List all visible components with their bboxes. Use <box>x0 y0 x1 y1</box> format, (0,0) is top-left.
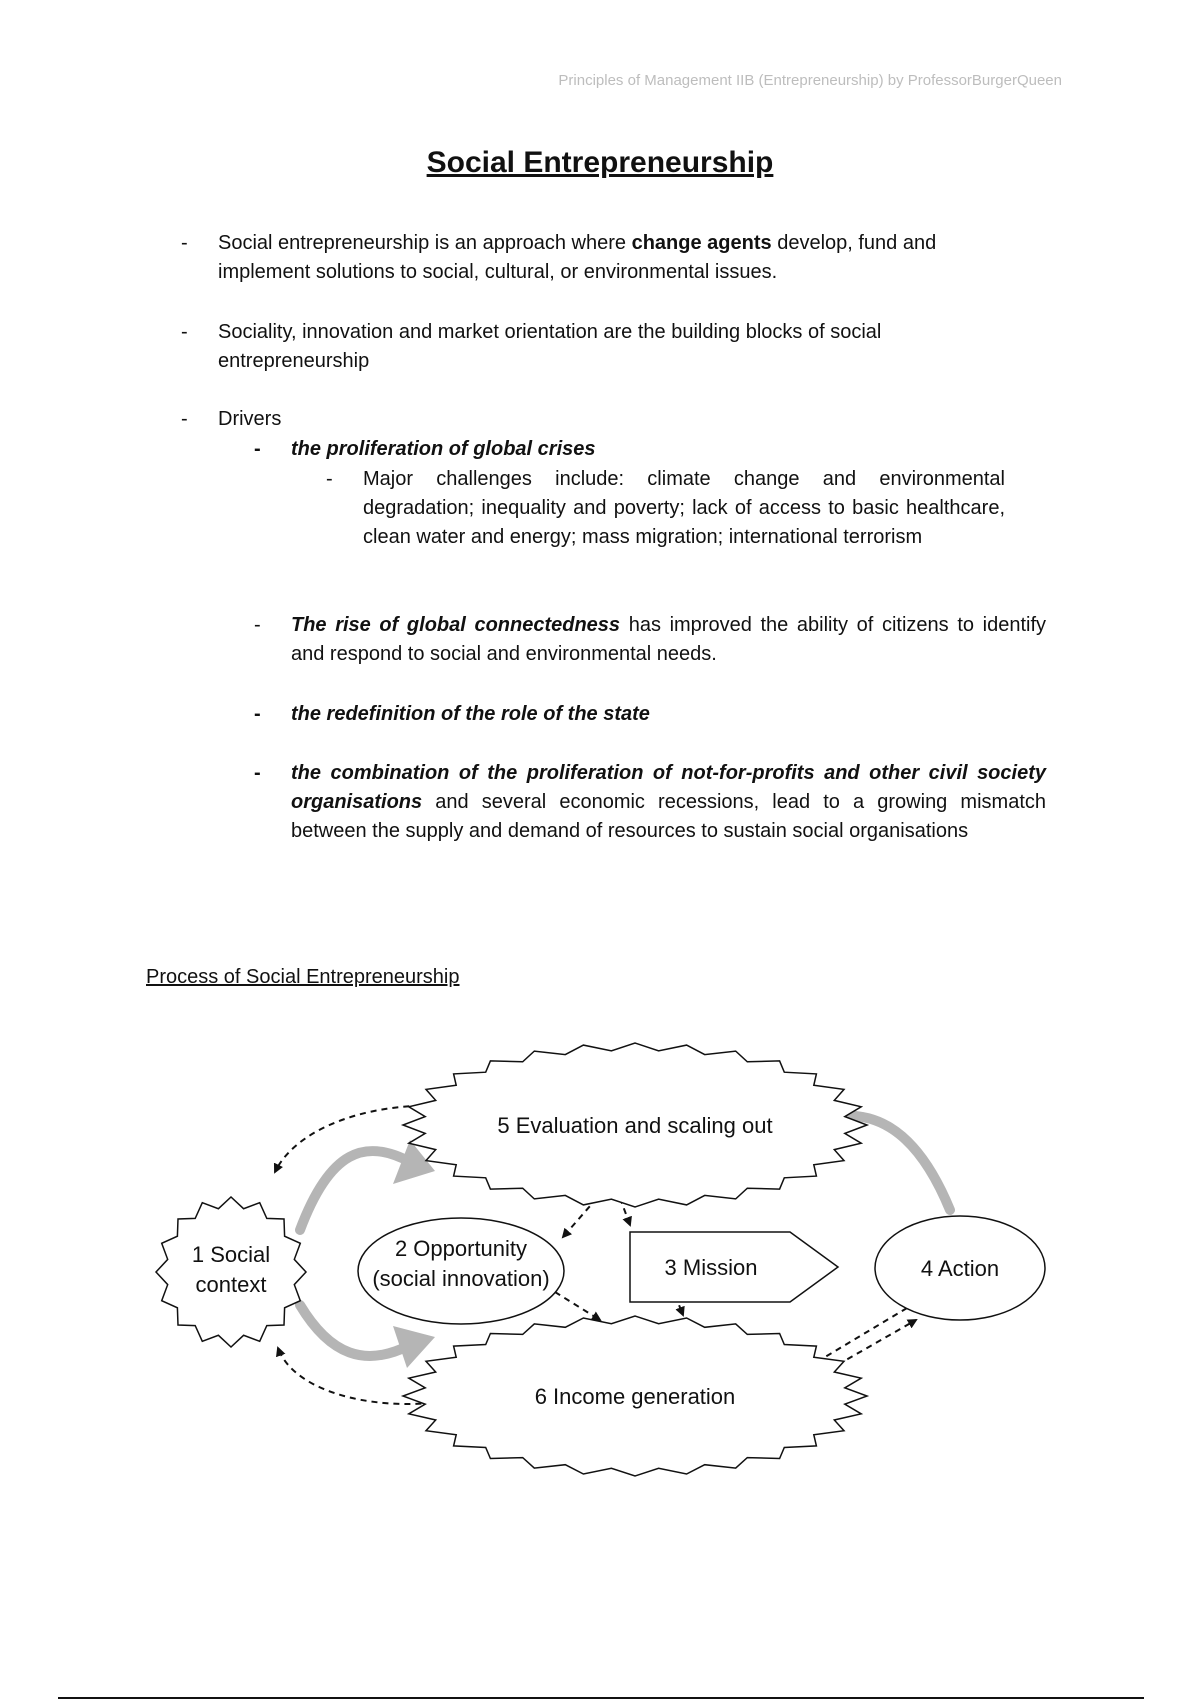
driver-global-connectedness-title: The rise of global connectedness <box>291 614 621 636</box>
driver-dash: - <box>254 614 261 636</box>
node-action-label: 4 Action <box>920 1256 1000 1281</box>
section-title-process: Process of Social Entrepreneurship <box>146 966 460 988</box>
node-social-context-label-2: context <box>195 1272 267 1297</box>
process-diagram <box>145 1030 1065 1480</box>
node-social-context-label-1: 1 Social <box>191 1242 271 1267</box>
driver-dash: - <box>254 762 261 784</box>
driver-global-crises: the proliferation of global crises <box>291 438 596 460</box>
bullet-dash: - <box>181 408 188 430</box>
sub-bullet-dash: - <box>326 468 333 490</box>
node-mission-label: 3 Mission <box>664 1255 758 1280</box>
bullet-definition-text-end: develop, fund and implement solutions to social, cultural, or environmental issues. <box>218 232 937 283</box>
bullet-building-blocks: Sociality, innovation and market orientation are the building blocks of social entrepreneurship <box>218 321 882 372</box>
drivers-label: Drivers <box>218 408 282 430</box>
arrow-context-to-opportunity-lower <box>300 1305 410 1356</box>
bullet-dash: - <box>181 321 188 343</box>
driver-global-connectedness-text: has improved the ability of citizens to identify and respond to social and environmental needs. <box>291 614 1046 665</box>
footer-rule <box>58 1697 1144 1699</box>
bullet-definition-text: Social entrepreneurship is an approach where <box>218 232 632 254</box>
driver-dash: - <box>254 438 261 460</box>
driver-global-connectedness <box>291 611 1046 669</box>
arrow-context-to-opportunity-upper <box>300 1151 410 1230</box>
driver-nonprofits-text: and several economic recessions, lead to a growing mismatch between the supply and demand of resources to sustain social organisations <box>291 791 1046 842</box>
bullet-definition-bold: change agents <box>631 232 772 254</box>
node-evaluation-label: 5 Evaluation and scaling out <box>497 1113 773 1138</box>
page-header: Principles of Management IIB (Entrepreneurship) by ProfessorBurgerQueen <box>558 72 1062 89</box>
driver-role-of-state: the redefinition of the role of the state <box>291 703 650 725</box>
node-opportunity-label-2: (social innovation) <box>372 1266 550 1291</box>
driver-nonprofits <box>291 759 1046 846</box>
node-opportunity-label-1: 2 Opportunity <box>394 1236 528 1261</box>
node-income-generation-label: 6 Income generation <box>534 1384 736 1409</box>
driver-nonprofits-title: the combination of the proliferation of not-for-profits and other civil society organisations <box>291 762 1046 813</box>
bullet-definition <box>218 229 1018 287</box>
driver-dash: - <box>254 703 261 725</box>
bullet-dash: - <box>181 232 188 254</box>
page-title: Social Entrepreneurship <box>426 146 774 179</box>
dashed-opportunity-to-income <box>555 1292 600 1320</box>
driver-global-crises-detail: Major challenges include: climate change and environmental degradation; inequality and poverty; lack of access to basic healthcare, clean water and energy; mass migration; international terrorism <box>363 468 1005 548</box>
